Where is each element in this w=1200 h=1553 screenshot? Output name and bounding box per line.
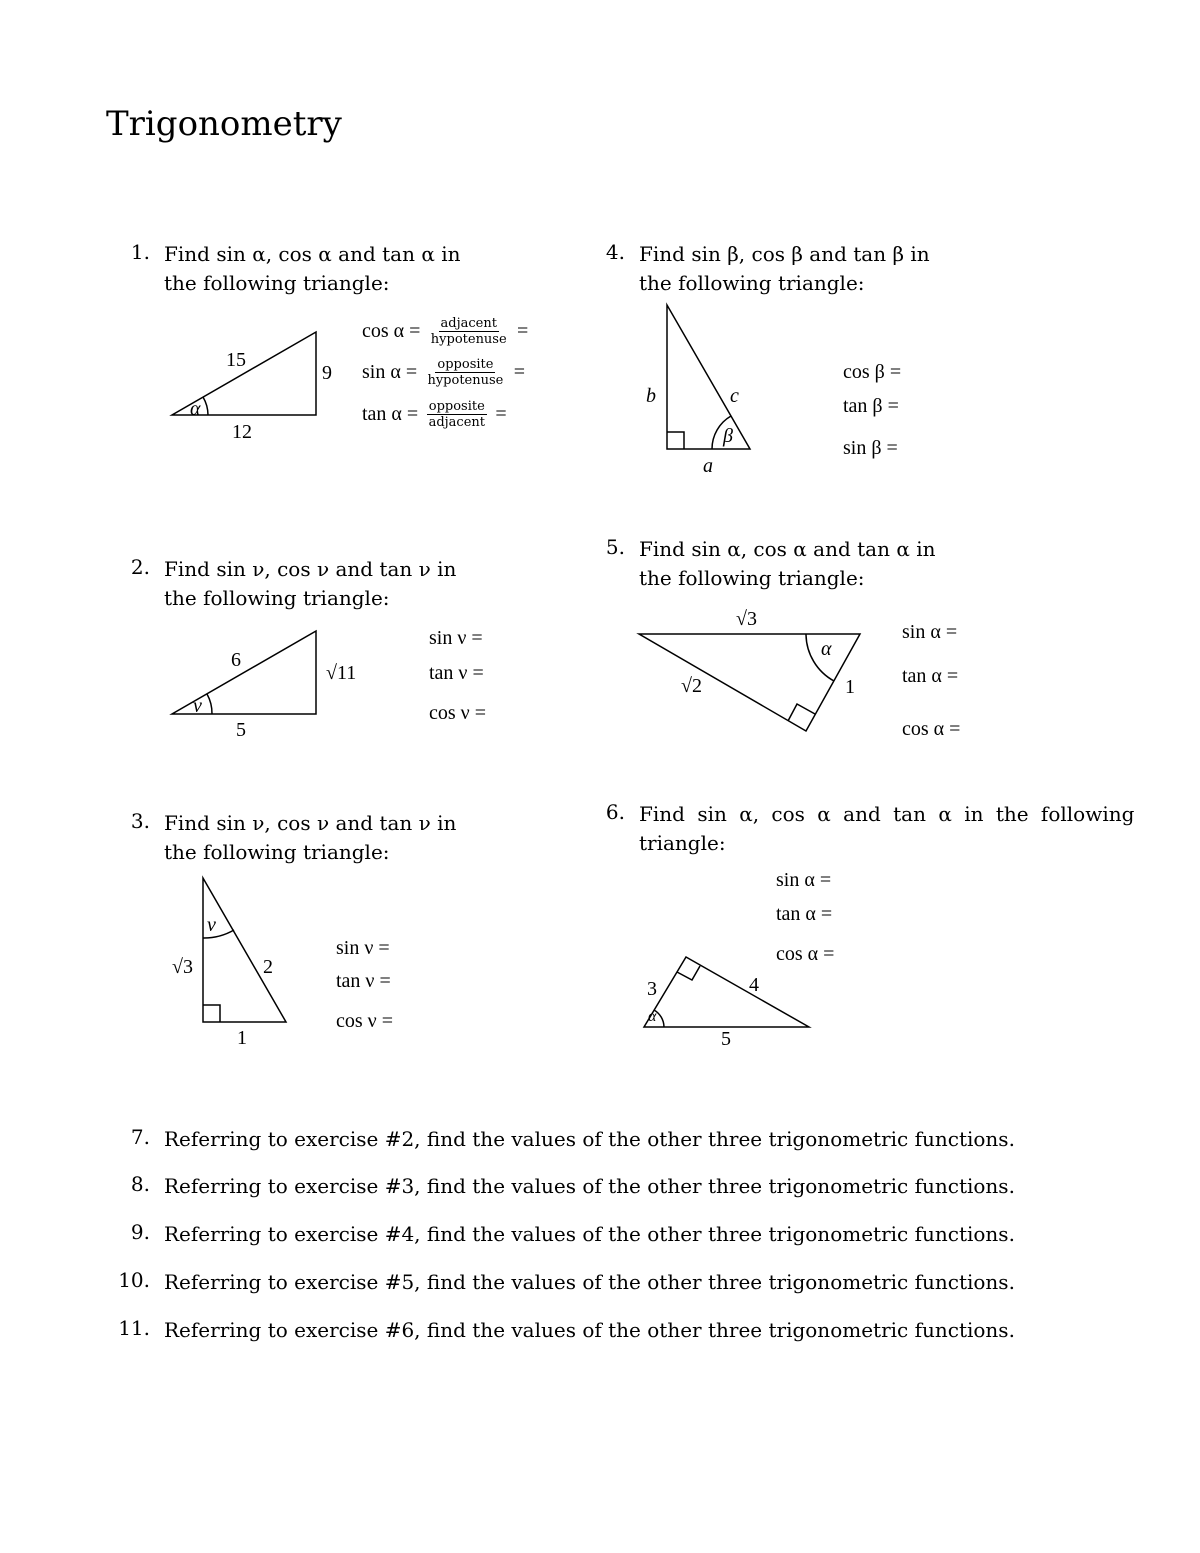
equation-rhs: = bbox=[513, 361, 526, 383]
label-bottom-side: 1 bbox=[237, 1027, 247, 1049]
equation-cos: cos ν = bbox=[429, 702, 486, 724]
exercise-text: Referring to exercise #5, find the values of the other three trigonometric functions. bbox=[164, 1270, 1015, 1294]
label-c: c bbox=[730, 385, 739, 407]
equation-sin: sin ν = bbox=[429, 627, 483, 649]
label-angle: β bbox=[723, 425, 733, 447]
equation-sin: sin β = bbox=[843, 437, 898, 459]
label-angle: ν bbox=[193, 695, 202, 717]
label-opposite: 9 bbox=[322, 362, 332, 384]
equation-cos: cos α = bbox=[776, 943, 835, 965]
equation-cos: cos α = bbox=[902, 718, 961, 740]
label-hypotenuse: 2 bbox=[263, 956, 273, 978]
problem-text-line1: Find sin α, cos α and tan α in bbox=[639, 537, 936, 561]
problem-text-line2: the following triangle: bbox=[639, 271, 865, 295]
equation-tan: tan ν = bbox=[429, 662, 484, 684]
problem-text-line1: Find sin β, cos β and tan β in bbox=[639, 242, 930, 266]
equation-sin: sin ν = bbox=[336, 937, 390, 959]
problem-text-line1: Find sin ν, cos ν and tan ν in bbox=[164, 557, 457, 581]
page-title: Trigonometry bbox=[106, 104, 342, 144]
fraction-numerator: opposite bbox=[428, 399, 485, 414]
equation-cos: cos β = bbox=[843, 361, 902, 383]
label-angle: α bbox=[648, 1008, 657, 1025]
label-adjacent: 12 bbox=[232, 421, 252, 443]
problem-number: 4. bbox=[605, 240, 625, 264]
equation-cos: cos ν = bbox=[336, 1010, 393, 1032]
label-right-side: 4 bbox=[749, 974, 759, 996]
label-right-side: 1 bbox=[845, 676, 855, 698]
label-left-side: √2 bbox=[681, 675, 702, 697]
label-a: a bbox=[703, 455, 713, 477]
fraction-numerator: opposite bbox=[437, 357, 494, 372]
problem-number: 6. bbox=[605, 800, 625, 824]
problem-text-line1: Find sin α, cos α and tan α in bbox=[164, 242, 461, 266]
problem-number: 1. bbox=[130, 240, 150, 264]
fraction-numerator: adjacent bbox=[440, 316, 497, 331]
label-left-side: √3 bbox=[172, 956, 193, 978]
problem-text-line2: the following triangle: bbox=[164, 840, 390, 864]
equation-tan: tan β = bbox=[843, 395, 899, 417]
fraction-denominator: adjacent bbox=[428, 415, 485, 430]
problem-text-line2: the following triangle: bbox=[164, 586, 390, 610]
equation-tan: tan ν = bbox=[336, 970, 391, 992]
label-hypotenuse: 15 bbox=[226, 349, 246, 371]
equation-rhs: = bbox=[495, 403, 507, 425]
problem-text-line2: triangle: bbox=[639, 831, 726, 855]
exercise-number: 8. bbox=[130, 1172, 150, 1196]
right-angle-marker bbox=[677, 966, 700, 980]
label-left-side: 3 bbox=[647, 978, 657, 1000]
equation-sin: sin α = bbox=[776, 869, 832, 891]
problem-text-line2: the following triangle: bbox=[639, 566, 865, 590]
problem-text-line2: the following triangle: bbox=[164, 271, 390, 295]
equation-lhs: tan α = bbox=[362, 403, 419, 425]
fraction-denominator: hypotenuse bbox=[430, 332, 507, 347]
equation-lhs: sin α = bbox=[362, 361, 418, 383]
label-angle: α bbox=[190, 398, 201, 420]
exercise-number: 7. bbox=[130, 1125, 150, 1149]
exercise-text: Referring to exercise #2, find the values of the other three trigonometric functions. bbox=[164, 1127, 1015, 1151]
exercise-text: Referring to exercise #6, find the values of the other three trigonometric functions. bbox=[164, 1318, 1015, 1342]
label-b: b bbox=[646, 385, 656, 407]
exercise-number: 11. bbox=[118, 1316, 150, 1340]
equation-tan: tan α = bbox=[902, 665, 959, 687]
label-opposite: √11 bbox=[326, 662, 357, 684]
fraction-denominator: hypotenuse bbox=[427, 373, 504, 388]
equation-rhs: = bbox=[517, 320, 529, 342]
label-top-side: √3 bbox=[736, 608, 757, 630]
exercise-number: 10. bbox=[118, 1268, 150, 1292]
label-adjacent: 5 bbox=[236, 719, 246, 741]
label-angle: ν bbox=[207, 914, 216, 936]
label-bottom-side: 5 bbox=[721, 1028, 731, 1050]
exercise-text: Referring to exercise #3, find the values of the other three trigonometric functions. bbox=[164, 1174, 1015, 1198]
problem-number: 3. bbox=[130, 809, 150, 833]
label-hypotenuse: 6 bbox=[231, 649, 241, 671]
equation-sin: sin α = bbox=[902, 621, 958, 643]
exercise-text: Referring to exercise #4, find the values of the other three trigonometric functions. bbox=[164, 1222, 1015, 1246]
problem-text-line1: Find sin α, cos α and tan α in the following bbox=[639, 802, 1135, 826]
problem-text-line1: Find sin ν, cos ν and tan ν in bbox=[164, 811, 457, 835]
exercise-number: 9. bbox=[130, 1220, 150, 1244]
problem-number: 2. bbox=[130, 555, 150, 579]
triangle-shape bbox=[644, 957, 809, 1027]
label-angle: α bbox=[821, 638, 832, 660]
equation-tan: tan α = bbox=[776, 903, 833, 925]
equation-lhs: cos α = bbox=[362, 320, 421, 342]
problem-number: 5. bbox=[605, 535, 625, 559]
